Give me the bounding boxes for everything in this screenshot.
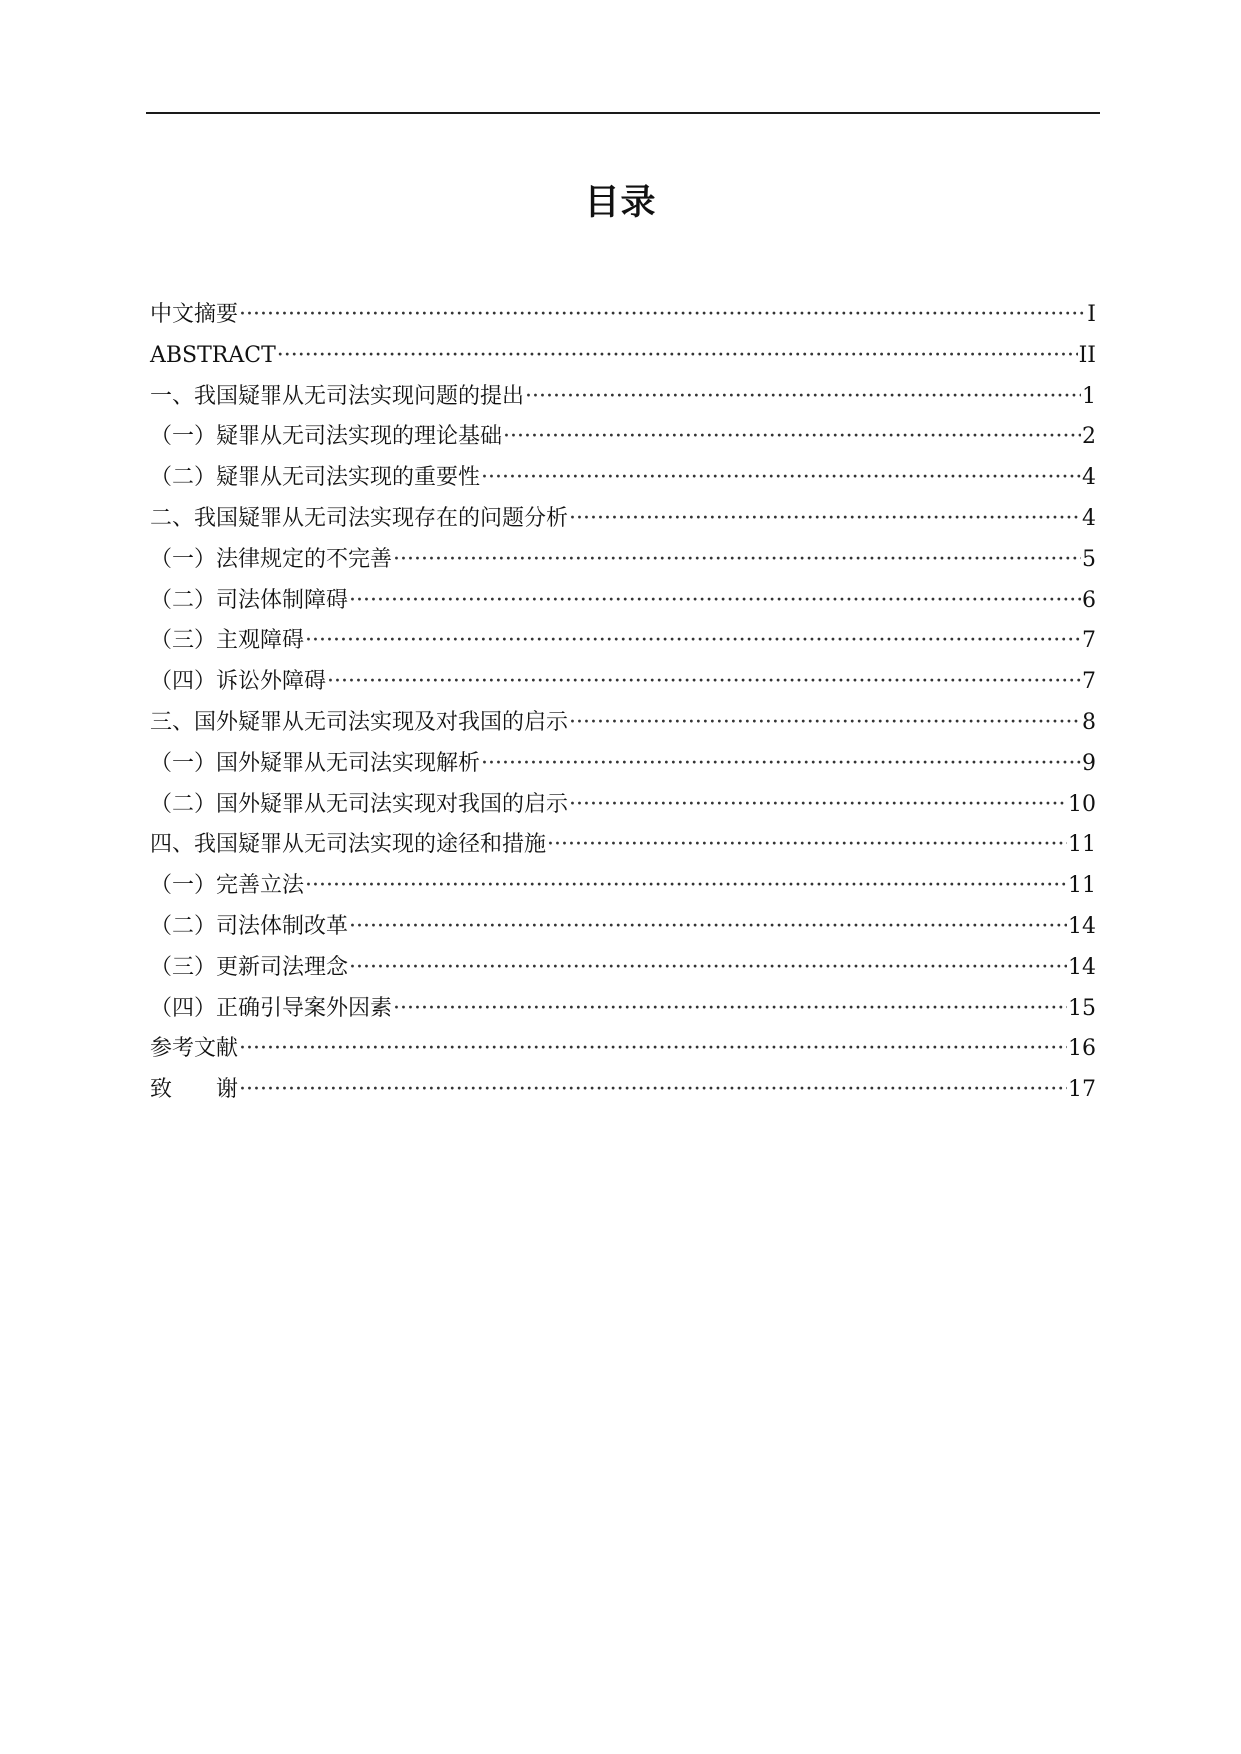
toc-dot-leader — [393, 540, 1081, 581]
toc-dot-leader — [305, 866, 1067, 907]
toc-entry-label: （二）疑罪从无司法实现的重要性 — [150, 465, 481, 491]
toc-entry-page: 10 — [1068, 791, 1096, 817]
toc-dot-leader — [503, 417, 1081, 458]
header-rule — [146, 112, 1100, 114]
toc-dot-leader — [349, 581, 1081, 622]
toc-dot-leader — [239, 1070, 1067, 1111]
toc-entry-page: 14 — [1068, 913, 1096, 939]
toc-entry-label: （一）疑罪从无司法实现的理论基础 — [150, 424, 503, 450]
toc-entry-label: （四）诉讼外障碍 — [150, 669, 327, 695]
toc-entry-page: 14 — [1068, 954, 1096, 980]
toc-entry-section-3-1[interactable] — [150, 744, 1096, 785]
toc-entry-chapter-2[interactable] — [150, 499, 1096, 540]
toc-entry-page: 9 — [1082, 750, 1096, 776]
toc-entry-label: 二、我国疑罪从无司法实现存在的问题分析 — [150, 505, 569, 531]
toc-dot-leader — [569, 785, 1067, 826]
toc-dot-leader — [349, 948, 1067, 989]
page-title: 目录 — [584, 183, 657, 224]
toc-entry-label: 四、我国疑罪从无司法实现的途径和措施 — [150, 832, 547, 858]
toc-entry-chapter-4[interactable] — [150, 825, 1096, 866]
toc-entry-section-2-2[interactable] — [150, 581, 1096, 622]
toc-entry-label: 三、国外疑罪从无司法实现及对我国的启示 — [150, 709, 569, 735]
toc-entry-abstract-zh[interactable] — [150, 295, 1096, 336]
toc-entry-page: 11 — [1068, 832, 1096, 858]
toc-entry-page: I — [1087, 302, 1096, 327]
toc-entry-page: 4 — [1082, 505, 1096, 531]
toc-dot-leader — [327, 662, 1081, 703]
toc-entry-label: （二）司法体制改革 — [150, 913, 349, 939]
toc-dot-leader — [239, 1029, 1067, 1070]
toc-dot-leader — [481, 744, 1081, 785]
toc-entry-section-1-1[interactable] — [150, 417, 1096, 458]
toc-dot-leader — [569, 703, 1081, 744]
toc-entry-page: 5 — [1082, 546, 1096, 572]
toc-entry-label: （一）完善立法 — [150, 873, 305, 899]
toc-dot-leader — [393, 989, 1067, 1030]
toc-entry-page: 7 — [1082, 628, 1096, 654]
toc-entry-label: （三）主观障碍 — [150, 628, 305, 654]
toc-entry-page: 4 — [1082, 465, 1096, 491]
toc-dot-leader — [349, 907, 1067, 948]
toc-entry-section-2-1[interactable] — [150, 540, 1096, 581]
toc-entry-section-4-3[interactable] — [150, 948, 1096, 989]
toc-entry-section-2-3[interactable] — [150, 621, 1096, 662]
toc-entry-page: 8 — [1082, 709, 1096, 735]
toc-entry-page: 17 — [1068, 1077, 1096, 1103]
toc-entry-label: （二）司法体制障碍 — [150, 587, 349, 613]
toc-entry-acknowledgements[interactable] — [150, 1070, 1096, 1111]
toc-entry-chapter-3[interactable] — [150, 703, 1096, 744]
toc-dot-leader — [547, 825, 1067, 866]
toc-entry-label: 参考文献 — [150, 1036, 239, 1062]
toc-entry-page: II — [1078, 342, 1096, 368]
toc-entry-references[interactable] — [150, 1029, 1096, 1070]
toc-entry-label: （二）国外疑罪从无司法实现对我国的启示 — [150, 791, 569, 817]
toc-entry-abstract-en[interactable] — [150, 336, 1096, 377]
toc-entry-page: 1 — [1082, 383, 1096, 409]
toc-entry-label: （一）法律规定的不完善 — [150, 546, 393, 572]
toc-entry-label: 中文摘要 — [150, 302, 239, 327]
toc-entry-label: （四）正确引导案外因素 — [150, 995, 393, 1021]
toc-entry-section-4-1[interactable] — [150, 866, 1096, 907]
toc-entry-chapter-1[interactable] — [150, 377, 1096, 418]
toc-entry-page: 16 — [1068, 1036, 1096, 1062]
toc-entry-page: 7 — [1082, 669, 1096, 695]
toc-entry-section-4-2[interactable] — [150, 907, 1096, 948]
toc-entry-page: 11 — [1068, 873, 1096, 899]
toc-entry-label: ABSTRACT — [150, 342, 276, 368]
toc-dot-leader — [569, 499, 1081, 540]
toc-entry-label: 一、我国疑罪从无司法实现问题的提出 — [150, 383, 525, 409]
toc-dot-leader — [525, 377, 1081, 418]
toc-entry-page: 15 — [1068, 995, 1096, 1021]
toc-entry-label: 致 谢 — [150, 1077, 239, 1103]
toc-entry-section-1-2[interactable] — [150, 458, 1096, 499]
toc-entry-label: （一）国外疑罪从无司法实现解析 — [150, 750, 481, 776]
table-of-contents — [150, 295, 1096, 1111]
toc-entry-label: （三）更新司法理念 — [150, 954, 349, 980]
toc-entry-page: 6 — [1082, 587, 1096, 613]
toc-dot-leader — [277, 336, 1078, 377]
toc-entry-section-2-4[interactable] — [150, 662, 1096, 703]
toc-dot-leader — [305, 621, 1081, 662]
toc-dot-leader — [481, 458, 1081, 499]
toc-entry-page: 2 — [1082, 424, 1096, 450]
toc-entry-section-4-4[interactable] — [150, 989, 1096, 1030]
toc-entry-section-3-2[interactable] — [150, 785, 1096, 826]
toc-dot-leader — [239, 295, 1086, 336]
